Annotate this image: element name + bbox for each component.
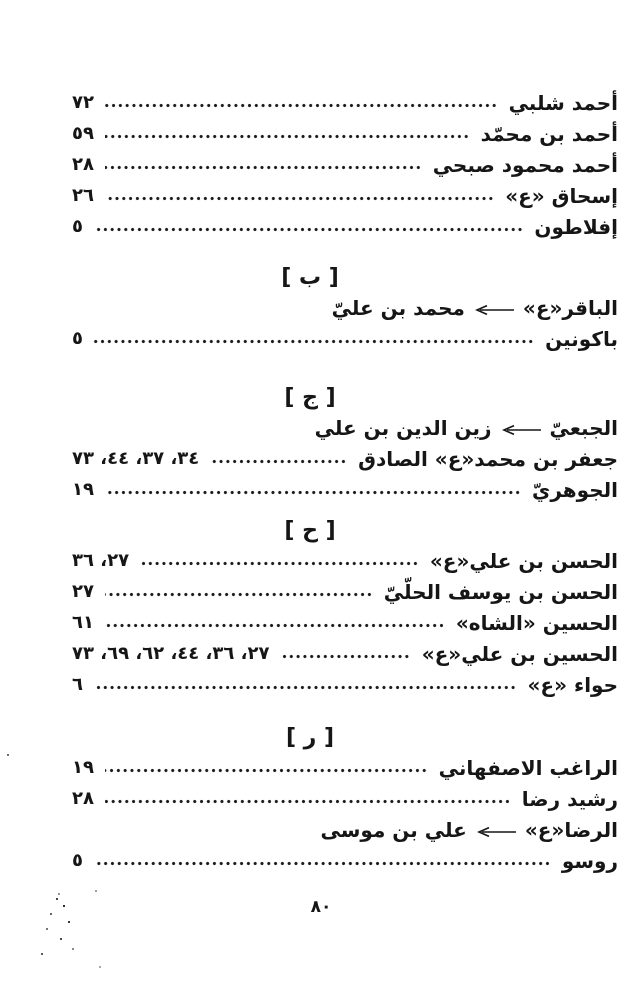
entry-name: الرضا«ع»	[524, 817, 618, 842]
entry-name: الجبعيّ	[549, 415, 618, 440]
dot-leader	[105, 607, 445, 638]
entry-page-numbers: ٧٢	[72, 91, 94, 113]
dot-leader	[94, 669, 517, 700]
index-section-jim	[72, 382, 618, 505]
index-section-ba	[72, 262, 618, 354]
cross-reference-target: زين الدين بن علي	[314, 415, 492, 440]
entry-page-numbers: ٣٤، ٣٧، ٤٤، ٧٣	[72, 447, 200, 469]
dot-leader	[94, 211, 523, 242]
index-entry	[72, 576, 618, 607]
index-section-alif	[72, 87, 618, 242]
entry-page-numbers: ٥	[72, 327, 83, 349]
entry-name: إسحاق «ع»	[505, 183, 618, 208]
index-entry	[72, 845, 618, 876]
entry-page-numbers: ٢٧، ٣٦، ٤٤، ٦٢، ٦٩، ٧٣	[72, 642, 270, 664]
index-entry	[72, 474, 618, 505]
entry-name: الراغب الاصفهاني	[438, 755, 618, 780]
scan-noise-specks	[0, 0, 2, 2]
entry-name: جعفر بن محمد«ع» الصادق	[358, 446, 618, 471]
index-entry	[72, 752, 618, 783]
entry-name: الحسين «الشاه»	[455, 610, 618, 635]
entry-page-numbers: ٥	[72, 849, 83, 871]
dot-leader	[105, 87, 498, 118]
entry-page-numbers: ٢٧	[72, 580, 94, 602]
entry-page-numbers: ١٩	[72, 756, 94, 778]
dot-leader	[105, 576, 373, 607]
entry-page-numbers: ٥٩	[72, 122, 94, 144]
entry-name: حواء «ع»	[527, 672, 618, 697]
entry-page-numbers: ٦	[72, 673, 83, 695]
index-entry	[72, 149, 618, 180]
index-entry	[72, 669, 618, 700]
dot-leader	[94, 845, 551, 876]
entry-page-numbers: ٢٦	[72, 184, 94, 206]
dot-leader	[210, 443, 347, 474]
entry-name: أحمد محمود صبحي	[432, 152, 618, 177]
section-letter-header: [ ر ]	[285, 724, 335, 750]
entry-page-numbers: ٢٧، ٣٦	[72, 549, 130, 571]
see-arrow-icon	[475, 825, 517, 839]
index-entry	[72, 638, 618, 669]
page-number: ٨٠	[310, 897, 332, 917]
entry-name: الحسن بن يوسف الحلّيّ	[383, 579, 618, 604]
dot-leader	[105, 474, 521, 505]
entry-page-numbers: ٦١	[72, 611, 94, 633]
index-entry	[72, 180, 618, 211]
index-entry	[72, 443, 618, 474]
index-section-hha	[72, 515, 618, 700]
entry-name: الحسن بن علي«ع»	[429, 548, 618, 573]
entry-page-numbers: ١٩	[72, 478, 94, 500]
index-entry	[72, 545, 618, 576]
index-entry	[72, 211, 618, 242]
entry-name: إفلاطون	[534, 214, 618, 239]
entry-page-numbers: ٢٨	[72, 787, 94, 809]
dot-leader	[105, 180, 494, 211]
dot-leader	[105, 783, 511, 814]
dot-leader	[280, 638, 410, 669]
entry-name: الحسين بن علي«ع»	[421, 641, 618, 666]
entry-name: روسو	[561, 848, 618, 873]
index-entry	[72, 87, 618, 118]
entry-name: أحمد شلبي	[508, 90, 618, 115]
entry-name: أحمد بن محمّد	[480, 121, 618, 146]
entry-name: باكونين	[545, 326, 618, 351]
see-arrow-icon	[473, 303, 515, 317]
index-cross-reference	[72, 412, 618, 443]
cross-reference-target: محمد بن عليّ	[331, 295, 465, 320]
cross-reference-target: علي بن موسى	[320, 817, 467, 842]
section-letter-header: [ ح ]	[284, 517, 336, 543]
dot-leader	[94, 323, 534, 354]
index-cross-reference	[72, 814, 618, 845]
section-letter-header: [ ج ]	[284, 384, 336, 410]
dot-leader	[105, 118, 470, 149]
index-entry	[72, 323, 618, 354]
index-entry	[72, 118, 618, 149]
dot-leader	[105, 752, 428, 783]
entry-page-numbers: ٥	[72, 215, 83, 237]
index-entry	[72, 607, 618, 638]
index-cross-reference	[72, 292, 618, 323]
see-arrow-icon	[500, 423, 542, 437]
entry-name: الباقر«ع»	[522, 295, 618, 320]
dot-leader	[105, 149, 422, 180]
section-letter-header: [ ب ]	[281, 264, 339, 290]
entry-name: الجوهريّ	[532, 477, 618, 502]
index-entry	[72, 783, 618, 814]
entry-name: رشيد رضا	[521, 786, 618, 811]
entry-page-numbers: ٢٨	[72, 153, 94, 175]
index-section-ra	[72, 722, 618, 876]
dot-leader	[140, 545, 419, 576]
